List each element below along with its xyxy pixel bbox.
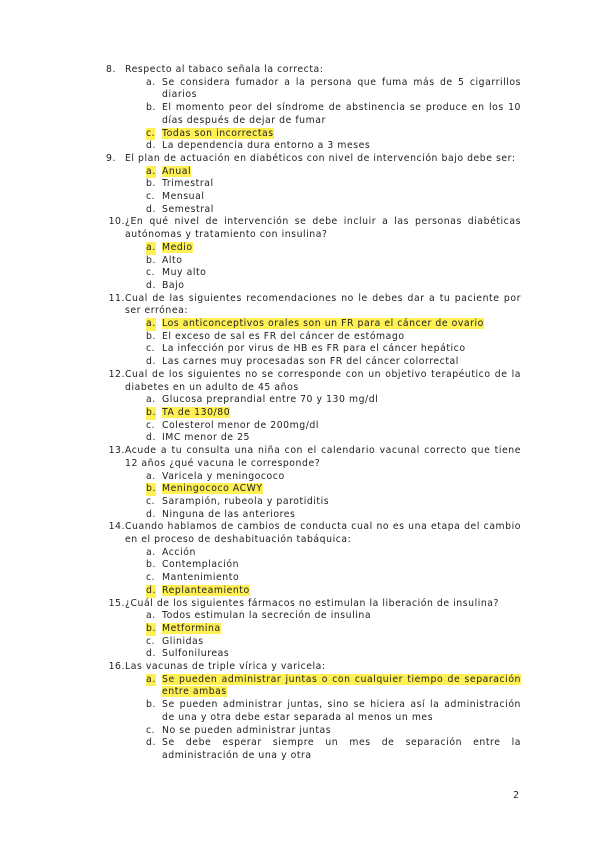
option-text: IMC menor de 25 [162, 432, 250, 444]
question-number: 10. [108, 216, 125, 228]
option-letter: b. [146, 102, 156, 114]
option-letter: a. [146, 318, 156, 330]
answer-option [146, 483, 521, 496]
question-list [103, 64, 521, 763]
option-letter: c. [146, 724, 156, 736]
option-text: Las carnes muy procesadas son FR del cáncer colorrectal [162, 356, 459, 368]
answer-option [146, 343, 521, 356]
question-number: 9. [106, 152, 116, 164]
answer-options [103, 166, 521, 217]
question-text: ¿En qué nivel de intervención se debe incluir a las personas diabéticas autónomas y tratamiento con insulina? [125, 216, 521, 241]
option-text: Se debe esperar siempre un mes de separación entre la administración de una y otra [162, 737, 521, 761]
answer-option [146, 559, 521, 572]
option-text: Trimestral [162, 178, 214, 190]
highlighted-answer-text: Anual [162, 165, 192, 177]
question [103, 521, 521, 546]
option-letter: d. [146, 737, 156, 749]
answer-option [146, 585, 521, 598]
highlighted-answer-text: Todas son incorrectas [162, 127, 274, 139]
option-letter: b. [146, 559, 156, 571]
question [103, 661, 521, 674]
question-number: 11. [108, 292, 125, 304]
option-letter: c. [146, 191, 156, 203]
highlighted-answer-text: Medio [162, 241, 193, 253]
answer-option [146, 699, 521, 724]
answer-option [146, 267, 521, 280]
option-text: La dependencia dura entorno a 3 meses [162, 140, 371, 152]
answer-option [146, 356, 521, 369]
option-text: La infección por virus de HB es FR para el cáncer hepático [162, 343, 466, 355]
option-letter: d. [146, 279, 156, 291]
answer-option [146, 280, 521, 293]
question-number: 8. [106, 64, 116, 75]
answer-option [146, 623, 521, 636]
option-text: Se pueden administrar juntas, sino se hiciera así la administración de una y otra debe estar separada al menos un mes [162, 699, 521, 723]
answer-option [146, 255, 521, 268]
option-text: Se considera fumador a la persona que fuma más de 5 cigarrillos diarios [162, 76, 521, 101]
answer-option [146, 725, 521, 738]
answer-option [146, 636, 521, 649]
highlighted-answer-text: Se pueden administrar juntas o con cualquier tiempo de separación entre ambas [162, 673, 521, 698]
option-text: Semestral [162, 203, 214, 215]
option-letter: a. [146, 165, 156, 177]
option-letter: d. [146, 648, 156, 660]
option-letter: a. [146, 241, 156, 253]
option-letter: b. [146, 178, 156, 190]
option-text: Contemplación [162, 559, 240, 571]
option-text: Acción [162, 546, 196, 558]
answer-option [146, 572, 521, 585]
question [103, 216, 521, 241]
option-letter: c. [146, 572, 156, 584]
option-letter: a. [146, 394, 156, 406]
answer-options [103, 547, 521, 598]
answer-option [146, 191, 521, 204]
option-text: El momento peor del síndrome de abstinencia se produce en los 10 días después de dejar de fumar [162, 102, 521, 126]
option-letter: c. [146, 495, 156, 507]
answer-option [146, 509, 521, 522]
option-letter: b. [146, 254, 156, 266]
question-number: 14. [108, 521, 125, 533]
option-text: Alto [162, 254, 183, 266]
option-letter: b. [146, 622, 156, 634]
answer-options [103, 77, 521, 153]
option-letter: a. [146, 76, 156, 88]
option-letter: d. [146, 140, 156, 152]
answer-options [103, 394, 521, 445]
option-letter: d. [146, 584, 156, 596]
answer-options [103, 610, 521, 661]
option-text: No se pueden administrar juntas [162, 724, 332, 736]
option-text: Glinidas [162, 635, 204, 647]
option-text: Ninguna de las anteriores [162, 508, 296, 520]
answer-options [103, 471, 521, 522]
highlighted-answer-text: Los anticonceptivos orales son un FR para el cáncer de ovario [162, 318, 484, 330]
option-text: Sarampión, rubeola y parotiditis [162, 495, 330, 507]
highlighted-answer-text: TA de 130/80 [162, 406, 231, 418]
highlighted-answer-text: Meningococo ACWY [162, 483, 263, 495]
question [103, 153, 521, 166]
question [103, 598, 521, 611]
highlighted-answer-text: Metformina [162, 622, 221, 634]
option-letter: c. [146, 419, 156, 431]
answer-option [146, 648, 521, 661]
option-text: Colesterol menor de 200mg/dl [162, 419, 319, 431]
answer-option [146, 394, 521, 407]
page-number: 2 [513, 790, 519, 801]
question-number: 16. [108, 661, 125, 673]
answer-option [146, 242, 521, 255]
option-letter: b. [146, 483, 156, 495]
option-letter: d. [146, 508, 156, 520]
answer-option [146, 140, 521, 153]
question [103, 445, 521, 470]
option-text: Varicela y meningococo [162, 470, 285, 482]
answer-options [103, 242, 521, 293]
option-letter: d. [146, 432, 156, 444]
option-text: El exceso de sal es FR del cáncer de estómago [162, 330, 405, 342]
question-number: 12. [108, 368, 125, 380]
answer-option [146, 496, 521, 509]
answer-option [146, 128, 521, 141]
answer-option [146, 166, 521, 179]
question-text: Acude a tu consulta una niña con el calendario vacunal correcto que tiene 12 años ¿qué vacuna le corresponde? [125, 445, 521, 469]
question [103, 369, 521, 394]
option-text: Sulfonilureas [162, 648, 230, 660]
question-text: Cual de los siguientes no se corresponde con un objetivo terapéutico de la diabetes en un adulto de 45 años [125, 368, 521, 393]
option-letter: d. [146, 203, 156, 215]
answer-option [146, 471, 521, 484]
answer-option [146, 420, 521, 433]
answer-option [146, 77, 521, 102]
answer-option [146, 178, 521, 191]
question-text: Cuando hablamos de cambios de conducta cual no es una etapa del cambio en el proceso de deshabituación tabáquica: [125, 521, 521, 546]
option-letter: a. [146, 546, 156, 558]
question-number: 13. [108, 445, 125, 457]
option-text: Bajo [162, 279, 185, 291]
highlighted-answer-text: Replanteamiento [162, 584, 250, 596]
answer-options [103, 674, 521, 763]
answer-option [146, 610, 521, 623]
option-letter: c. [146, 127, 156, 139]
option-text: Mantenimiento [162, 572, 240, 584]
answer-option [146, 674, 521, 699]
answer-option [146, 204, 521, 217]
option-text: Glucosa preprandial entre 70 y 130 mg/dl [162, 394, 379, 406]
answer-option [146, 432, 521, 445]
answer-option [146, 318, 521, 331]
option-letter: a. [146, 673, 156, 685]
answer-option [146, 737, 521, 762]
option-letter: b. [146, 699, 156, 711]
option-letter: b. [146, 330, 156, 342]
question [103, 293, 521, 318]
question-text: Las vacunas de triple vírica y varicela: [125, 661, 326, 673]
option-letter: a. [146, 470, 156, 482]
answer-option [146, 331, 521, 344]
option-text: Mensual [162, 191, 205, 203]
option-letter: a. [146, 610, 156, 622]
option-letter: c. [146, 635, 156, 647]
question-number: 15. [108, 597, 125, 609]
option-letter: b. [146, 406, 156, 418]
question-text: ¿Cuál de los siguientes fármacos no estimulan la liberación de insulina? [125, 597, 500, 609]
option-text: Muy alto [162, 267, 207, 279]
answer-option [146, 102, 521, 127]
answer-option [146, 547, 521, 560]
question-text: Respecto al tabaco señala la correcta: [125, 64, 324, 75]
answer-option [146, 407, 521, 420]
answer-options [103, 318, 521, 369]
question-text: Cual de las siguientes recomendaciones no le debes dar a tu paciente por ser errónea: [125, 292, 521, 317]
option-letter: c. [146, 343, 156, 355]
question [103, 64, 521, 77]
question-text: El plan de actuación en diabéticos con nivel de intervención bajo debe ser: [125, 152, 516, 164]
option-letter: c. [146, 267, 156, 279]
option-text: Todos estimulan la secreción de insulina [162, 610, 372, 622]
option-letter: d. [146, 356, 156, 368]
